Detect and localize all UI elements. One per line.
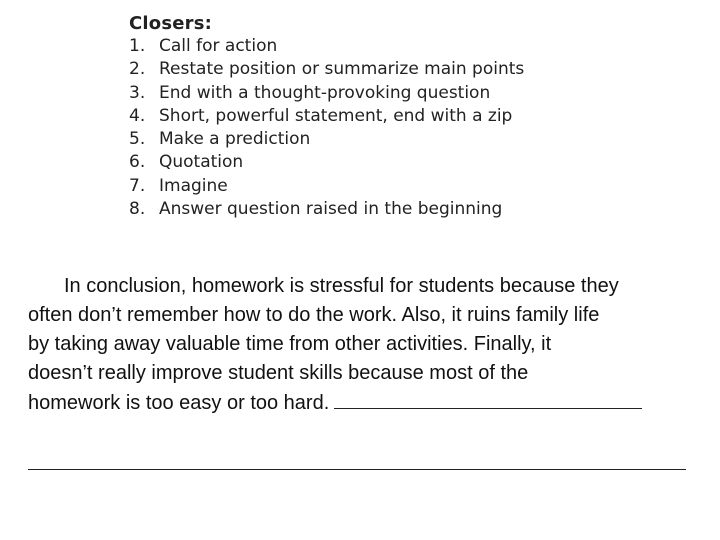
list-item-number: 2. bbox=[129, 59, 146, 80]
list-item-text: Make a prediction bbox=[159, 129, 311, 150]
list-item-number: 8. bbox=[129, 199, 146, 220]
paragraph-line bbox=[28, 330, 696, 359]
paragraph-line bbox=[28, 359, 696, 388]
list-item-number: 3. bbox=[129, 82, 146, 103]
list-item-text: End with a thought-provoking question bbox=[159, 82, 491, 103]
paragraph-line-text: homework is too easy or too hard. bbox=[28, 392, 330, 414]
list-item-number: 5. bbox=[129, 129, 146, 150]
list-item bbox=[129, 82, 559, 105]
closers-list bbox=[129, 35, 559, 221]
list-item-text: Answer question raised in the beginning bbox=[159, 199, 503, 220]
list-item-number: 6. bbox=[129, 152, 146, 173]
closers-box bbox=[129, 12, 559, 221]
list-item-text: Call for action bbox=[159, 36, 278, 56]
paragraph-line-text: In conclusion, homework is stressful for students because they bbox=[64, 275, 619, 297]
paragraph-line-text: often don’t remember how to do the work. Also, it ruins family life bbox=[28, 304, 600, 326]
list-item-text: Restate position or summarize main points bbox=[159, 59, 525, 80]
list-item-number: 4. bbox=[129, 105, 146, 126]
fill-in-blank-inline bbox=[334, 388, 642, 409]
list-item bbox=[129, 151, 559, 174]
paragraph-line bbox=[28, 388, 696, 417]
list-item bbox=[129, 128, 559, 151]
list-item bbox=[129, 58, 559, 81]
list-item-number: 1. bbox=[129, 36, 146, 56]
list-item bbox=[129, 105, 559, 128]
list-item bbox=[129, 198, 559, 221]
conclusion-paragraph bbox=[28, 272, 696, 417]
list-item-number: 7. bbox=[129, 175, 146, 196]
paragraph-line-text: doesn’t really improve student skills because most of the bbox=[28, 362, 529, 384]
paragraph-line bbox=[28, 272, 696, 301]
list-item bbox=[129, 35, 559, 58]
closers-title: Closers: bbox=[129, 13, 213, 34]
list-item-text: Imagine bbox=[159, 175, 228, 196]
fill-in-blank-line bbox=[28, 469, 686, 470]
paragraph-line bbox=[28, 301, 696, 330]
list-item bbox=[129, 175, 559, 198]
list-item-text: Short, powerful statement, end with a zip bbox=[159, 105, 513, 126]
list-item-text: Quotation bbox=[159, 152, 244, 173]
paragraph-line-text: by taking away valuable time from other activities. Finally, it bbox=[28, 333, 552, 355]
